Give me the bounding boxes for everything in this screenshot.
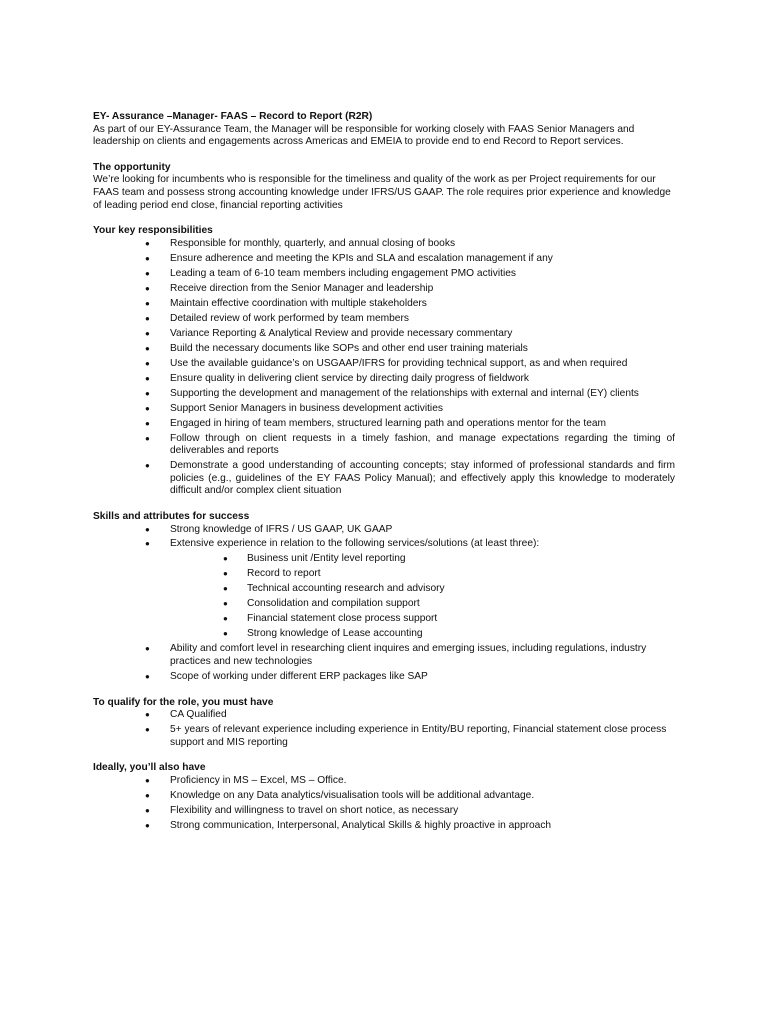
document-body bbox=[93, 111, 675, 835]
list-item: ● Flexibility and willingness to travel on short notice, as necessary bbox=[93, 805, 675, 818]
intro-paragraph: As part of our EY-Assurance Team, the Manager will be responsible for working closely with FAAS Senior Managers and leadership on clients and engagements across Americas and EMEIA to provide end to end Record to Report services. bbox=[93, 123, 635, 148]
list-item: ● 5+ years of relevant experience including experience in Entity/BU reporting, Financial statement close process support and MIS reporting bbox=[93, 724, 675, 749]
sub-list-item: ● Consolidation and compilation support bbox=[93, 598, 675, 611]
list-item: ● Follow through on client requests in a timely fashion, and manage expectations regarding the timing of deliverables and reports bbox=[93, 433, 675, 458]
sub-list-item: ● Strong knowledge of Lease accounting bbox=[93, 628, 675, 641]
skills-list bbox=[93, 524, 675, 684]
sub-list-item: ● Record to report bbox=[93, 568, 675, 581]
list-item: ● Ability and comfort level in researching client inquires and emerging issues, including regulations, industry practices and new technologies bbox=[93, 643, 675, 668]
list-item: ● Support Senior Managers in business development activities bbox=[93, 403, 675, 416]
list-item: ● Ensure quality in delivering client service by directing daily progress of fieldwork bbox=[93, 373, 675, 386]
list-item: ● Demonstrate a good understanding of accounting concepts; stay informed of professional standards and firm policies (e.g., guidelines of the EY FAAS Policy Manual); and effectively apply this knowledge to moderately difficult and/or complex client situation bbox=[93, 460, 675, 498]
skills-section bbox=[93, 511, 675, 684]
qualify-heading: To qualify for the role, you must have bbox=[93, 696, 274, 708]
list-item: ● Strong knowledge of IFRS / US GAAP, UK GAAP bbox=[93, 524, 675, 537]
list-item: ● Strong communication, Interpersonal, Analytical Skills & highly proactive in approach bbox=[93, 820, 675, 833]
ideally-section bbox=[93, 762, 675, 832]
opportunity-heading: The opportunity bbox=[93, 161, 171, 173]
sub-list-item: ● Financial statement close process support bbox=[93, 613, 675, 626]
job-title: EY- Assurance –Manager- FAAS – Record to Report (R2R) bbox=[93, 111, 373, 122]
ideally-heading: Ideally, you’ll also have bbox=[93, 762, 206, 774]
list-item: ● Responsible for monthly, quarterly, and annual closing of books bbox=[93, 238, 675, 251]
list-item: ● Knowledge on any Data analytics/visualisation tools will be additional advantage. bbox=[93, 790, 675, 803]
opportunity-section bbox=[93, 162, 675, 212]
skills-heading: Skills and attributes for success bbox=[93, 510, 250, 522]
list-item: ● Leading a team of 6-10 team members including engagement PMO activities bbox=[93, 268, 675, 281]
list-item: ● Scope of working under different ERP packages like SAP bbox=[93, 671, 675, 684]
qualify-list bbox=[93, 709, 675, 749]
list-item: ● Receive direction from the Senior Manager and leadership bbox=[93, 283, 675, 296]
list-item: ● Proficiency in MS – Excel, MS – Office. bbox=[93, 775, 675, 788]
responsibilities-section bbox=[93, 225, 675, 498]
ideally-list bbox=[93, 775, 675, 833]
list-item: ● CA Qualified bbox=[93, 709, 675, 722]
list-item: ● Extensive experience in relation to the following services/solutions (at least three): bbox=[93, 538, 675, 551]
qualify-section bbox=[93, 697, 675, 750]
list-item: ● Variance Reporting & Analytical Review and provide necessary commentary bbox=[93, 328, 675, 341]
list-item: ● Detailed review of work performed by team members bbox=[93, 313, 675, 326]
list-item: ● Supporting the development and management of the relationships with external and internal (EY) clients bbox=[93, 388, 675, 401]
responsibilities-heading: Your key responsibilities bbox=[93, 225, 213, 237]
list-item: ● Maintain effective coordination with multiple stakeholders bbox=[93, 298, 675, 311]
opportunity-text: We’re looking for incumbents who is responsible for the timeliness and quality of the work as per Project requirements for our FAAS team and possess strong accounting knowledge under IFRS/US GAAP. The role requires prior experience and knowledge of leading period end close, financial reporting activities bbox=[93, 174, 671, 211]
sub-list-item: ● Technical accounting research and advisory bbox=[93, 583, 675, 596]
responsibilities-list bbox=[93, 238, 675, 498]
sub-list-item: ● Business unit /Entity level reporting bbox=[93, 553, 675, 566]
list-item: ● Engaged in hiring of team members, structured learning path and operations mentor for the team bbox=[93, 418, 675, 431]
list-item: ● Build the necessary documents like SOPs and other end user training materials bbox=[93, 343, 675, 356]
list-item: ● Ensure adherence and meeting the KPIs and SLA and escalation management if any bbox=[93, 253, 675, 266]
list-item: ● Use the available guidance’s on USGAAP/IFRS for providing technical support, as and when required bbox=[93, 358, 675, 371]
